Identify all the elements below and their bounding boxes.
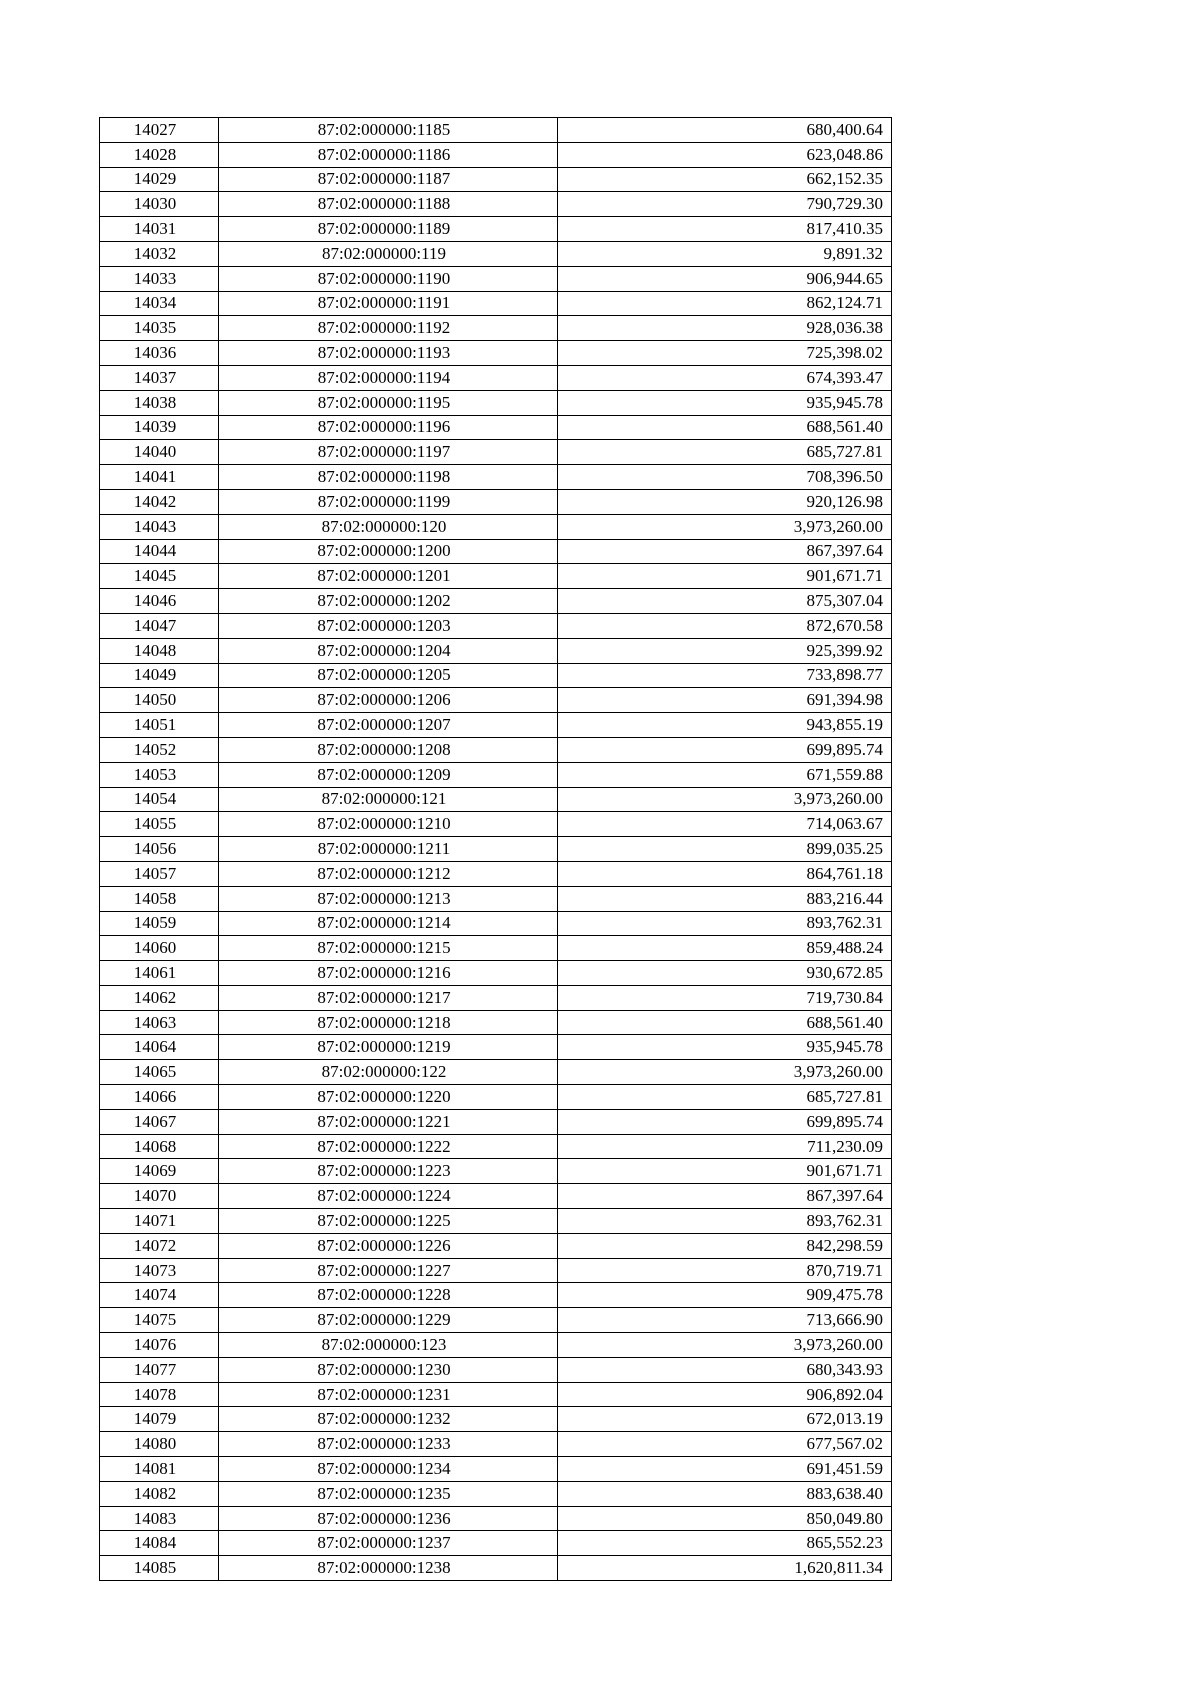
table-row <box>100 1283 892 1308</box>
row-number-cell: 14076 <box>100 1333 219 1358</box>
cadastral-value-cell: 930,672.85 <box>558 961 892 986</box>
table-row <box>100 737 892 762</box>
cadastral-value-cell: 906,892.04 <box>558 1382 892 1407</box>
table-row <box>100 1060 892 1085</box>
row-number-cell: 14051 <box>100 713 219 738</box>
row-number-cell: 14045 <box>100 564 219 589</box>
cadastral-number-cell: 87:02:000000:1213 <box>219 886 558 911</box>
row-number-cell: 14056 <box>100 837 219 862</box>
cadastral-number-cell: 87:02:000000:1221 <box>219 1109 558 1134</box>
cadastral-value-cell: 688,561.40 <box>558 415 892 440</box>
row-number-cell: 14031 <box>100 217 219 242</box>
cadastral-number-cell: 87:02:000000:1229 <box>219 1308 558 1333</box>
table-row <box>100 1357 892 1382</box>
cadastral-number-cell: 87:02:000000:1215 <box>219 936 558 961</box>
table-row <box>100 365 892 390</box>
row-number-cell: 14070 <box>100 1184 219 1209</box>
row-number-cell: 14063 <box>100 1010 219 1035</box>
row-number-cell: 14048 <box>100 638 219 663</box>
table-row <box>100 1556 892 1581</box>
row-number-cell: 14037 <box>100 365 219 390</box>
cadastral-number-cell: 87:02:000000:1206 <box>219 688 558 713</box>
cadastral-number-cell: 87:02:000000:1200 <box>219 539 558 564</box>
row-number-cell: 14047 <box>100 613 219 638</box>
row-number-cell: 14049 <box>100 663 219 688</box>
row-number-cell: 14052 <box>100 737 219 762</box>
table-row <box>100 142 892 167</box>
table-row <box>100 1109 892 1134</box>
cadastral-number-cell: 87:02:000000:1187 <box>219 167 558 192</box>
row-number-cell: 14030 <box>100 192 219 217</box>
row-number-cell: 14036 <box>100 341 219 366</box>
cadastral-number-cell: 87:02:000000:1217 <box>219 985 558 1010</box>
cadastral-value-cell: 920,126.98 <box>558 489 892 514</box>
row-number-cell: 14039 <box>100 415 219 440</box>
table-row <box>100 688 892 713</box>
row-number-cell: 14066 <box>100 1085 219 1110</box>
table-row <box>100 837 892 862</box>
row-number-cell: 14072 <box>100 1233 219 1258</box>
cadastral-number-cell: 87:02:000000:1198 <box>219 465 558 490</box>
cadastral-number-cell: 87:02:000000:1205 <box>219 663 558 688</box>
cadastral-number-cell: 87:02:000000:1191 <box>219 291 558 316</box>
table-row <box>100 787 892 812</box>
table-row <box>100 1209 892 1234</box>
cadastral-value-cell: 909,475.78 <box>558 1283 892 1308</box>
cadastral-number-cell: 87:02:000000:1202 <box>219 589 558 614</box>
row-number-cell: 14038 <box>100 390 219 415</box>
cadastral-value-cell: 867,397.64 <box>558 539 892 564</box>
cadastral-value-cell: 685,727.81 <box>558 440 892 465</box>
cadastral-number-cell: 87:02:000000:1224 <box>219 1184 558 1209</box>
cadastral-number-cell: 87:02:000000:1233 <box>219 1432 558 1457</box>
cadastral-value-cell: 677,567.02 <box>558 1432 892 1457</box>
table-row <box>100 613 892 638</box>
table-row <box>100 514 892 539</box>
cadastral-number-cell: 87:02:000000:1208 <box>219 737 558 762</box>
cadastral-number-cell: 87:02:000000:1231 <box>219 1382 558 1407</box>
table-row <box>100 1184 892 1209</box>
cadastral-number-cell: 87:02:000000:1192 <box>219 316 558 341</box>
cadastral-number-cell: 87:02:000000:1226 <box>219 1233 558 1258</box>
table-body <box>100 118 892 1581</box>
table-row <box>100 316 892 341</box>
cadastral-number-cell: 87:02:000000:1203 <box>219 613 558 638</box>
row-number-cell: 14055 <box>100 812 219 837</box>
table-row <box>100 415 892 440</box>
row-number-cell: 14062 <box>100 985 219 1010</box>
row-number-cell: 14035 <box>100 316 219 341</box>
cadastral-number-cell: 87:02:000000:123 <box>219 1333 558 1358</box>
table-row <box>100 1233 892 1258</box>
table-row <box>100 812 892 837</box>
cadastral-value-cell: 691,394.98 <box>558 688 892 713</box>
table-row <box>100 1085 892 1110</box>
table-row <box>100 266 892 291</box>
cadastral-number-cell: 87:02:000000:1238 <box>219 1556 558 1581</box>
cadastral-value-cell: 1,620,811.34 <box>558 1556 892 1581</box>
row-number-cell: 14027 <box>100 118 219 143</box>
cadastral-value-table <box>99 117 892 1581</box>
row-number-cell: 14079 <box>100 1407 219 1432</box>
cadastral-number-cell: 87:02:000000:1210 <box>219 812 558 837</box>
cadastral-value-cell: 901,671.71 <box>558 1159 892 1184</box>
table-row <box>100 1382 892 1407</box>
cadastral-value-cell: 859,488.24 <box>558 936 892 961</box>
cadastral-value-cell: 893,762.31 <box>558 1209 892 1234</box>
cadastral-value-cell: 943,855.19 <box>558 713 892 738</box>
cadastral-number-cell: 87:02:000000:1223 <box>219 1159 558 1184</box>
row-number-cell: 14073 <box>100 1258 219 1283</box>
table-row <box>100 167 892 192</box>
cadastral-number-cell: 87:02:000000:119 <box>219 241 558 266</box>
cadastral-value-cell: 3,973,260.00 <box>558 1333 892 1358</box>
row-number-cell: 14067 <box>100 1109 219 1134</box>
table-row <box>100 539 892 564</box>
cadastral-number-cell: 87:02:000000:1227 <box>219 1258 558 1283</box>
cadastral-number-cell: 87:02:000000:1218 <box>219 1010 558 1035</box>
cadastral-value-cell: 893,762.31 <box>558 911 892 936</box>
cadastral-value-cell: 3,973,260.00 <box>558 787 892 812</box>
row-number-cell: 14074 <box>100 1283 219 1308</box>
table-row <box>100 1010 892 1035</box>
row-number-cell: 14083 <box>100 1506 219 1531</box>
cadastral-value-cell: 790,729.30 <box>558 192 892 217</box>
cadastral-number-cell: 87:02:000000:120 <box>219 514 558 539</box>
cadastral-number-cell: 87:02:000000:1234 <box>219 1457 558 1482</box>
table-row <box>100 465 892 490</box>
cadastral-number-cell: 87:02:000000:1220 <box>219 1085 558 1110</box>
row-number-cell: 14054 <box>100 787 219 812</box>
cadastral-number-cell: 87:02:000000:1232 <box>219 1407 558 1432</box>
row-number-cell: 14065 <box>100 1060 219 1085</box>
table-row <box>100 440 892 465</box>
row-number-cell: 14080 <box>100 1432 219 1457</box>
table-row <box>100 1159 892 1184</box>
table-row <box>100 1035 892 1060</box>
cadastral-number-cell: 87:02:000000:1188 <box>219 192 558 217</box>
row-number-cell: 14043 <box>100 514 219 539</box>
cadastral-number-cell: 87:02:000000:1228 <box>219 1283 558 1308</box>
cadastral-value-cell: 708,396.50 <box>558 465 892 490</box>
cadastral-number-cell: 87:02:000000:1222 <box>219 1134 558 1159</box>
cadastral-number-cell: 87:02:000000:1211 <box>219 837 558 862</box>
cadastral-value-cell: 719,730.84 <box>558 985 892 1010</box>
cadastral-value-cell: 680,343.93 <box>558 1357 892 1382</box>
table-row <box>100 1531 892 1556</box>
cadastral-number-cell: 87:02:000000:1214 <box>219 911 558 936</box>
table-row <box>100 390 892 415</box>
cadastral-number-cell: 87:02:000000:1201 <box>219 564 558 589</box>
cadastral-value-cell: 662,152.35 <box>558 167 892 192</box>
table-row <box>100 663 892 688</box>
row-number-cell: 14077 <box>100 1357 219 1382</box>
row-number-cell: 14046 <box>100 589 219 614</box>
table-row <box>100 762 892 787</box>
row-number-cell: 14085 <box>100 1556 219 1581</box>
cadastral-value-cell: 850,049.80 <box>558 1506 892 1531</box>
cadastral-number-cell: 87:02:000000:1194 <box>219 365 558 390</box>
table-row <box>100 1432 892 1457</box>
table-row <box>100 564 892 589</box>
table-row <box>100 241 892 266</box>
cadastral-number-cell: 87:02:000000:1186 <box>219 142 558 167</box>
cadastral-value-cell: 935,945.78 <box>558 390 892 415</box>
row-number-cell: 14068 <box>100 1134 219 1159</box>
row-number-cell: 14058 <box>100 886 219 911</box>
cadastral-value-cell: 671,559.88 <box>558 762 892 787</box>
row-number-cell: 14034 <box>100 291 219 316</box>
row-number-cell: 14050 <box>100 688 219 713</box>
cadastral-number-cell: 87:02:000000:1236 <box>219 1506 558 1531</box>
row-number-cell: 14071 <box>100 1209 219 1234</box>
row-number-cell: 14075 <box>100 1308 219 1333</box>
cadastral-number-cell: 87:02:000000:1197 <box>219 440 558 465</box>
table-row <box>100 1258 892 1283</box>
cadastral-number-cell: 87:02:000000:1230 <box>219 1357 558 1382</box>
cadastral-value-cell: 691,451.59 <box>558 1457 892 1482</box>
cadastral-number-cell: 87:02:000000:1189 <box>219 217 558 242</box>
cadastral-number-cell: 87:02:000000:1185 <box>219 118 558 143</box>
cadastral-value-cell: 680,400.64 <box>558 118 892 143</box>
cadastral-number-cell: 87:02:000000:1209 <box>219 762 558 787</box>
table-row <box>100 861 892 886</box>
cadastral-value-cell: 864,761.18 <box>558 861 892 886</box>
table-row <box>100 1457 892 1482</box>
table-row <box>100 1308 892 1333</box>
cadastral-value-cell: 672,013.19 <box>558 1407 892 1432</box>
cadastral-value-cell: 714,063.67 <box>558 812 892 837</box>
table-row <box>100 1506 892 1531</box>
row-number-cell: 14057 <box>100 861 219 886</box>
cadastral-value-cell: 935,945.78 <box>558 1035 892 1060</box>
cadastral-value-cell: 928,036.38 <box>558 316 892 341</box>
table-row <box>100 713 892 738</box>
cadastral-value-cell: 699,895.74 <box>558 1109 892 1134</box>
cadastral-number-cell: 87:02:000000:1207 <box>219 713 558 738</box>
row-number-cell: 14028 <box>100 142 219 167</box>
cadastral-value-cell: 899,035.25 <box>558 837 892 862</box>
table-row <box>100 489 892 514</box>
cadastral-value-cell: 699,895.74 <box>558 737 892 762</box>
cadastral-value-cell: 688,561.40 <box>558 1010 892 1035</box>
row-number-cell: 14078 <box>100 1382 219 1407</box>
row-number-cell: 14042 <box>100 489 219 514</box>
cadastral-value-cell: 875,307.04 <box>558 589 892 614</box>
cadastral-number-cell: 87:02:000000:1196 <box>219 415 558 440</box>
table-row <box>100 638 892 663</box>
cadastral-value-cell: 713,666.90 <box>558 1308 892 1333</box>
cadastral-value-cell: 925,399.92 <box>558 638 892 663</box>
table-row <box>100 1333 892 1358</box>
row-number-cell: 14044 <box>100 539 219 564</box>
row-number-cell: 14061 <box>100 961 219 986</box>
cadastral-number-cell: 87:02:000000:1193 <box>219 341 558 366</box>
row-number-cell: 14060 <box>100 936 219 961</box>
cadastral-number-cell: 87:02:000000:1195 <box>219 390 558 415</box>
table-row <box>100 1407 892 1432</box>
cadastral-value-cell: 870,719.71 <box>558 1258 892 1283</box>
cadastral-value-cell: 865,552.23 <box>558 1531 892 1556</box>
cadastral-number-cell: 87:02:000000:1225 <box>219 1209 558 1234</box>
cadastral-value-cell: 901,671.71 <box>558 564 892 589</box>
table-row <box>100 118 892 143</box>
row-number-cell: 14084 <box>100 1531 219 1556</box>
row-number-cell: 14053 <box>100 762 219 787</box>
cadastral-value-cell: 872,670.58 <box>558 613 892 638</box>
cadastral-number-cell: 87:02:000000:1219 <box>219 1035 558 1060</box>
cadastral-value-cell: 906,944.65 <box>558 266 892 291</box>
cadastral-number-cell: 87:02:000000:1199 <box>219 489 558 514</box>
cadastral-number-cell: 87:02:000000:1190 <box>219 266 558 291</box>
table-row <box>100 985 892 1010</box>
cadastral-value-cell: 842,298.59 <box>558 1233 892 1258</box>
row-number-cell: 14040 <box>100 440 219 465</box>
cadastral-number-cell: 87:02:000000:122 <box>219 1060 558 1085</box>
table-row <box>100 589 892 614</box>
row-number-cell: 14059 <box>100 911 219 936</box>
cadastral-value-cell: 685,727.81 <box>558 1085 892 1110</box>
cadastral-value-cell: 674,393.47 <box>558 365 892 390</box>
row-number-cell: 14041 <box>100 465 219 490</box>
table-row <box>100 192 892 217</box>
row-number-cell: 14029 <box>100 167 219 192</box>
cadastral-value-cell: 725,398.02 <box>558 341 892 366</box>
row-number-cell: 14081 <box>100 1457 219 1482</box>
row-number-cell: 14082 <box>100 1481 219 1506</box>
table-row <box>100 291 892 316</box>
table-row <box>100 1481 892 1506</box>
cadastral-number-cell: 87:02:000000:1235 <box>219 1481 558 1506</box>
cadastral-value-cell: 711,230.09 <box>558 1134 892 1159</box>
table-row <box>100 886 892 911</box>
table-row <box>100 341 892 366</box>
cadastral-value-cell: 733,898.77 <box>558 663 892 688</box>
cadastral-value-cell: 817,410.35 <box>558 217 892 242</box>
row-number-cell: 14033 <box>100 266 219 291</box>
table-row <box>100 936 892 961</box>
cadastral-value-cell: 3,973,260.00 <box>558 514 892 539</box>
row-number-cell: 14032 <box>100 241 219 266</box>
table-row <box>100 1134 892 1159</box>
table-row <box>100 217 892 242</box>
table-row <box>100 911 892 936</box>
cadastral-value-cell: 623,048.86 <box>558 142 892 167</box>
cadastral-number-cell: 87:02:000000:121 <box>219 787 558 812</box>
cadastral-number-cell: 87:02:000000:1204 <box>219 638 558 663</box>
cadastral-number-cell: 87:02:000000:1212 <box>219 861 558 886</box>
cadastral-value-cell: 9,891.32 <box>558 241 892 266</box>
cadastral-number-cell: 87:02:000000:1216 <box>219 961 558 986</box>
cadastral-value-cell: 883,638.40 <box>558 1481 892 1506</box>
cadastral-value-cell: 862,124.71 <box>558 291 892 316</box>
cadastral-value-cell: 3,973,260.00 <box>558 1060 892 1085</box>
cadastral-number-cell: 87:02:000000:1237 <box>219 1531 558 1556</box>
cadastral-value-cell: 867,397.64 <box>558 1184 892 1209</box>
table-row <box>100 961 892 986</box>
row-number-cell: 14064 <box>100 1035 219 1060</box>
cadastral-value-cell: 883,216.44 <box>558 886 892 911</box>
row-number-cell: 14069 <box>100 1159 219 1184</box>
